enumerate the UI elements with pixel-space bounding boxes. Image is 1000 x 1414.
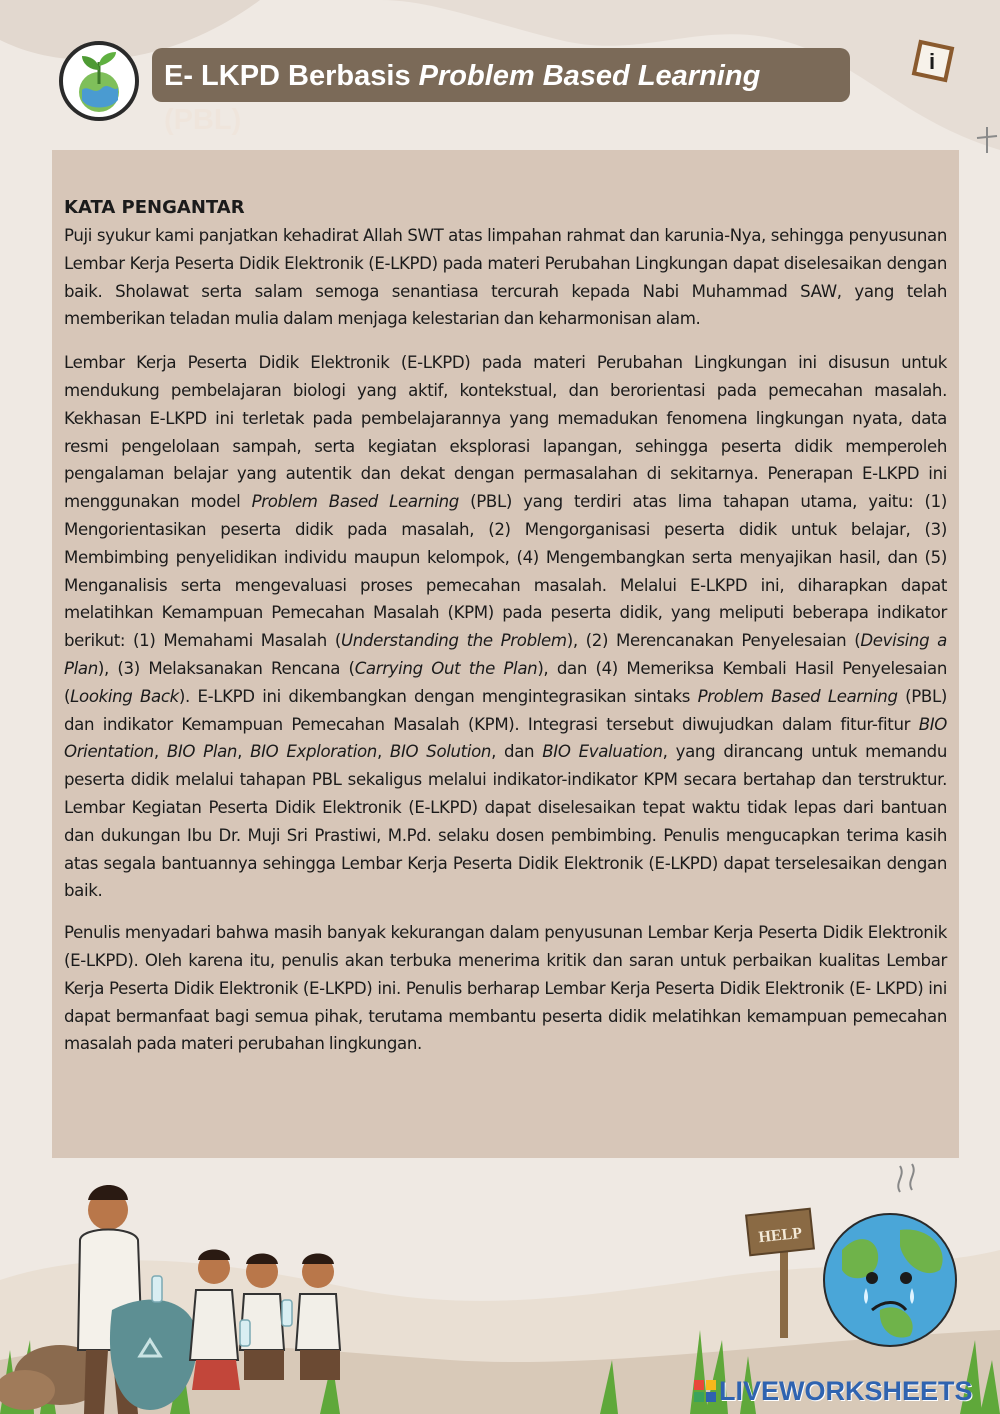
title-italic: Problem Based Learning	[418, 60, 761, 92]
earth-plant-logo-icon	[58, 40, 140, 122]
help-sign-label: HELP	[757, 1224, 803, 1247]
paragraph-2: Lembar Kerja Peserta Didik Elektronik (E-LKPD) pada materi Perubahan Lingkungan ini disusun untuk mendukung pembelajaran biologi yang aktif, kontekstual, dan berorientasi pada pemecahan masalah. Kekhasan E-LKPD ini terletak pada pembelajarannya yang memadukan fenomena lingkungan nyata, data resmi pengelolaan sampah, serta kegiatan eksplorasi lapangan, sehingga peserta didik memperoleh pengalaman belajar yang autentik dan dekat dengan permasalahan di sekitarnya. Penerapan E-LKPD ini menggunakan model Problem Based Learning (PBL) yang terdiri atas lima tahapan utama, yaitu: (1) Mengorientasikan peserta didik pada masalah, (2) Mengorganisasi peserta didik untuk belajar, (3) Membimbing penyelidikan individu maupun kelompok, (4) Mengembangkan serta menyajikan hasil, dan (5) Menganalisis serta mengevaluasi proses pemecahan masalah. Melalui E-LKPD ini, diharapkan dapat melatihkan Kemampuan Pemecahan Masalah (KPM) pada peserta didik, yang meliputi beberapa indikator berikut: (1) Memahami Masalah (Understanding the Problem), (2) Merencanakan Penyelesaian (Devising a Plan), (3) Melaksanakan Rencana (Carrying Out the Plan), dan (4) Memeriksa Kembali Hasil Penyelesaian (Looking Back). E-LKPD ini dikembangkan dengan mengintegrasikan sintaks Problem Based Learning (PBL) dan indikator Kemampuan Pemecahan Masalah (KPM). Integrasi tersebut diwujudkan dalam fitur-fitur BIO Orientation, BIO Plan, BIO Exploration, BIO Solution, dan BIO Evaluation, yang dirancang untuk memandu peserta didik melalui tahapan PBL sekaligus melalui indikator-indikator KPM secara bertahap dan terstruktur. Lembar Kegiatan Peserta Didik Elektronik (E-LKPD) dapat diselesaikan tepat waktu tidak lepas dari bantuan dan dukungan Ibu Dr. Muji Sri Prastiwi, M.Pd. selaku dosen pembimbing. Penulis mengucapkan terima kasih atas segala bantuannya sehingga Lembar Kerja Peserta Didik Elektronik (E-LKPD) dapat terselesaikan dengan baik.	[64, 353, 948, 901]
info-badge[interactable]	[905, 33, 961, 89]
child-character-icon	[296, 1254, 340, 1381]
page-title	[164, 54, 844, 142]
info-badge-label: i	[928, 49, 936, 74]
info-icon	[905, 33, 961, 89]
plus-decoration-icon	[975, 125, 999, 155]
paragraph-3: Penulis menyadari bahwa masih banyak kekurangan dalam penyusunan Lembar Kerja Peserta Didik Elektronik (E-LKPD). Oleh karena itu, penulis akan terbuka menerima kritik dan saran untuk perbaikan kualitas Lembar Kerja Peserta Didik Elektronik (E-LKPD) ini. Penulis berharap Lembar Kerja Peserta Didik Elektronik (E- LKPD) ini dapat bermanfaat bagi semua pihak, terutama membantu peserta didik melatihkan kemampuan pemecahan masalah pada materi perubahan lingkungan.	[64, 923, 947, 1054]
child-character-icon	[240, 1254, 284, 1381]
content-panel	[52, 150, 959, 1158]
title-prefix: E- LKPD Berbasis	[164, 60, 419, 92]
title-overflow: (PBL)	[164, 104, 242, 136]
liveworksheets-logo-icon	[694, 1380, 716, 1402]
watermark-text: LIVEWORKSHEETS	[719, 1376, 973, 1406]
paragraph-1: Puji syukur kami panjatkan kehadirat Allah SWT atas limpahan rahmat dan karunia-Nya, sehingga penyusunan Lembar Kerja Peserta Didik Elektronik (E-LKPD) pada materi Perubahan Lingkungan dapat diselesaikan dengan baik. Sholawat serta salam semoga senantiasa tercurah kepada Nabi Muhammad SAW, yang telah memberikan teladan mulia dalam menjaga kelestarian dan keharmonisan alam.	[64, 226, 947, 329]
liveworksheets-watermark	[694, 1374, 994, 1408]
sad-earth-character-icon	[824, 1164, 956, 1346]
section-heading: KATA PENGANTAR	[64, 197, 245, 218]
